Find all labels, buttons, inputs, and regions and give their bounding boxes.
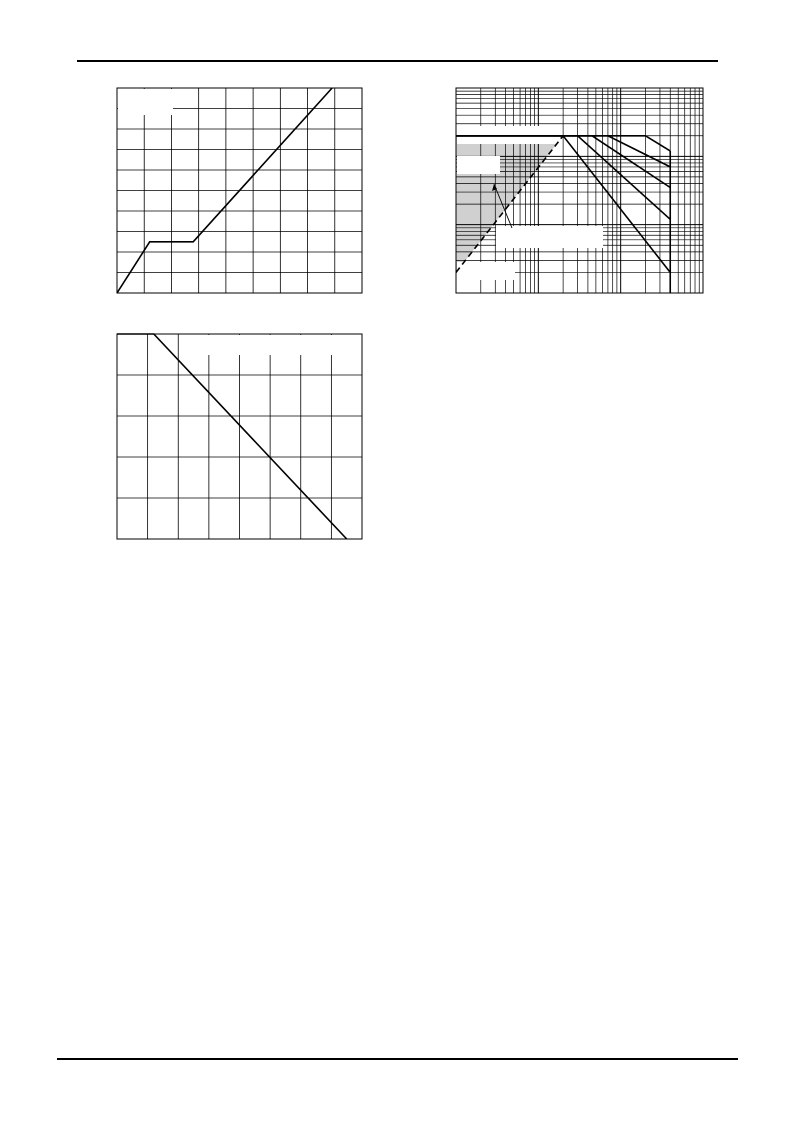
label-box [457,156,500,174]
label-box [496,226,603,248]
series-line-0 [117,334,347,539]
label-box [179,335,361,355]
chart-top-left [117,88,362,293]
footer-rule [57,1058,738,1060]
header-rule [77,60,718,62]
chart-bottom-left [117,334,362,539]
chart-top-right [456,88,703,293]
label-box [457,262,515,280]
label-box [118,89,173,115]
